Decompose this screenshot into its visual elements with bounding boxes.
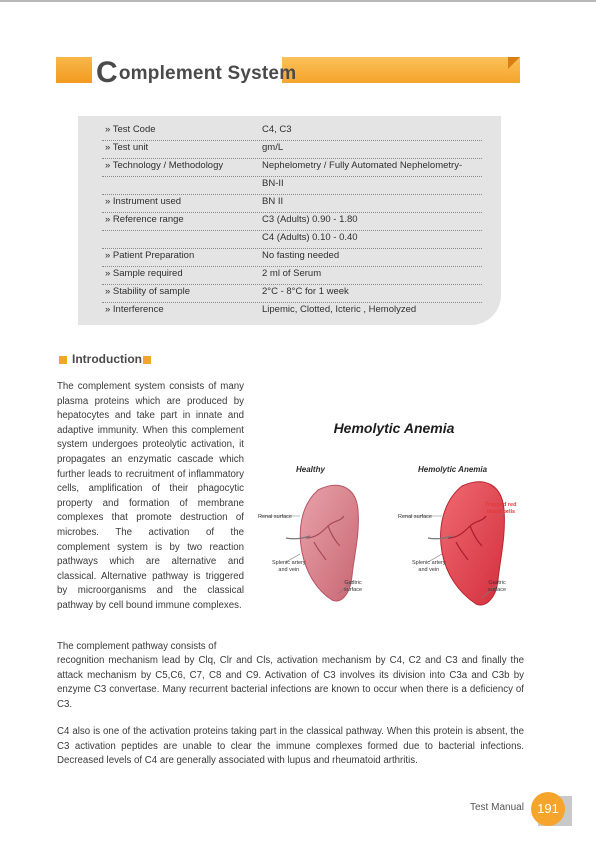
info-value: BN-II bbox=[262, 178, 284, 189]
info-row-interference bbox=[102, 302, 482, 320]
info-label: » Stability of sample bbox=[105, 286, 191, 297]
label-gastric-surface-anemia: Gastric surface bbox=[488, 580, 507, 593]
label-renal-surface-anemia: Renal surface bbox=[398, 514, 432, 520]
info-value: C3 (Adults) 0.90 - 1.80 bbox=[262, 214, 358, 225]
page-title-initial: C bbox=[96, 56, 118, 89]
info-label: » Instrument used bbox=[105, 196, 182, 207]
figure-title: Hemolytic Anemia bbox=[333, 420, 455, 436]
title-corner-fold bbox=[508, 57, 520, 69]
intro-paragraph: The complement system consists of many plasma proteins which are produced by hepatocytes and take part in innate and adaptive immunity. When this complement system undergoes proteolytic activation, it propagates an enzymatic cascade which further leads to recruitment of inflammatory cells, amplification of their phagocytic property and formation of membrane complexes that promote destruction of microbes. The activation of the complement system is by two reaction pathways which are alternative and classical. Alternative pathway is triggered by microorganisms and the classical pathway by cell bound immune complexes. bbox=[57, 381, 244, 611]
info-label: » Interference bbox=[105, 304, 164, 315]
info-value: 2°C - 8°C for 1 week bbox=[262, 286, 349, 297]
figure-label-healthy: Healthy bbox=[296, 465, 325, 474]
footer-label: Test Manual bbox=[470, 802, 524, 813]
label-splenic-artery-anemia: Splenic artery and vein bbox=[412, 560, 446, 573]
page-title-rest: omplement System bbox=[118, 63, 297, 84]
introduction-heading: Introduction bbox=[72, 352, 142, 366]
title-accent-bar-left bbox=[56, 57, 92, 83]
test-info-table bbox=[78, 116, 501, 325]
label-splenic-artery-healthy: Splenic artery and vein bbox=[272, 560, 306, 573]
spleen-illustration bbox=[256, 476, 526, 626]
figure-label-anemia: Hemolytic Anemia bbox=[418, 465, 488, 474]
info-label: » Technology / Methodology bbox=[105, 160, 224, 171]
page-number-badge: 191 bbox=[531, 792, 565, 826]
info-label: » Patient Preparation bbox=[105, 250, 195, 261]
info-value: Nephelometry / Fully Automated Nephelometry- bbox=[262, 160, 463, 171]
info-row-test-code bbox=[102, 122, 482, 141]
info-label: » Sample required bbox=[105, 268, 183, 279]
info-row-stability bbox=[102, 284, 482, 303]
info-row-reference-range bbox=[102, 212, 482, 231]
info-row-instrument bbox=[102, 194, 482, 213]
info-row-patient-prep bbox=[102, 248, 482, 267]
page-top-border bbox=[0, 0, 596, 2]
label-gastric-surface-healthy: Gastric surface bbox=[344, 580, 363, 593]
info-row-methodology bbox=[102, 158, 482, 177]
c4-paragraph: C4 also is one of the activation proteins taking part in the classical pathway. When this protein is absent, the C3 activation peptides are unable to clear the immune complexes formed due to bacterial infections. Decreased levels of C4 are generally associated with lupus and rheumatoid arthritis. bbox=[57, 726, 524, 767]
info-value: C4 (Adults) 0.10 - 0.40 bbox=[262, 232, 358, 243]
info-label: » Reference range bbox=[105, 214, 184, 225]
info-label: » Test unit bbox=[105, 142, 149, 153]
label-trapped-red-cells: Trapped red blood cells bbox=[485, 502, 517, 515]
info-row-methodology-cont bbox=[102, 176, 482, 195]
title-accent-bar-right bbox=[282, 57, 520, 83]
pathway-paragraph: recognition mechanism lead by Clq, Clr and Cls, activation mechanism by C4, C2 and C3 and finally the attack mechanism by C5,C6, C7, C8 and C9. Activation of C3 involves its division into C3a and C3b by enzyme C3 convertase. Many recurrent bacterial infections are known to occur when there is a deficiency of C3. bbox=[57, 655, 524, 710]
info-value: BN II bbox=[262, 196, 284, 207]
info-value: No fasting needed bbox=[262, 250, 340, 261]
heading-bullet-icon bbox=[59, 356, 67, 364]
info-value: C4, C3 bbox=[262, 124, 292, 135]
heading-bullet-icon bbox=[143, 356, 151, 364]
info-value: gm/L bbox=[262, 142, 284, 153]
label-renal-surface-healthy: Renal surface bbox=[258, 514, 292, 520]
info-value: Lipemic, Clotted, Icteric , Hemolyzed bbox=[262, 304, 417, 315]
page-title bbox=[96, 56, 296, 90]
info-row-test-unit bbox=[102, 140, 482, 159]
info-row-sample bbox=[102, 266, 482, 285]
pathway-paragraph-lead: The complement pathway consists of bbox=[57, 641, 217, 652]
info-value: 2 ml of Serum bbox=[262, 268, 322, 279]
info-row-reference-range-cont bbox=[102, 230, 482, 249]
info-label: » Test Code bbox=[105, 124, 156, 135]
